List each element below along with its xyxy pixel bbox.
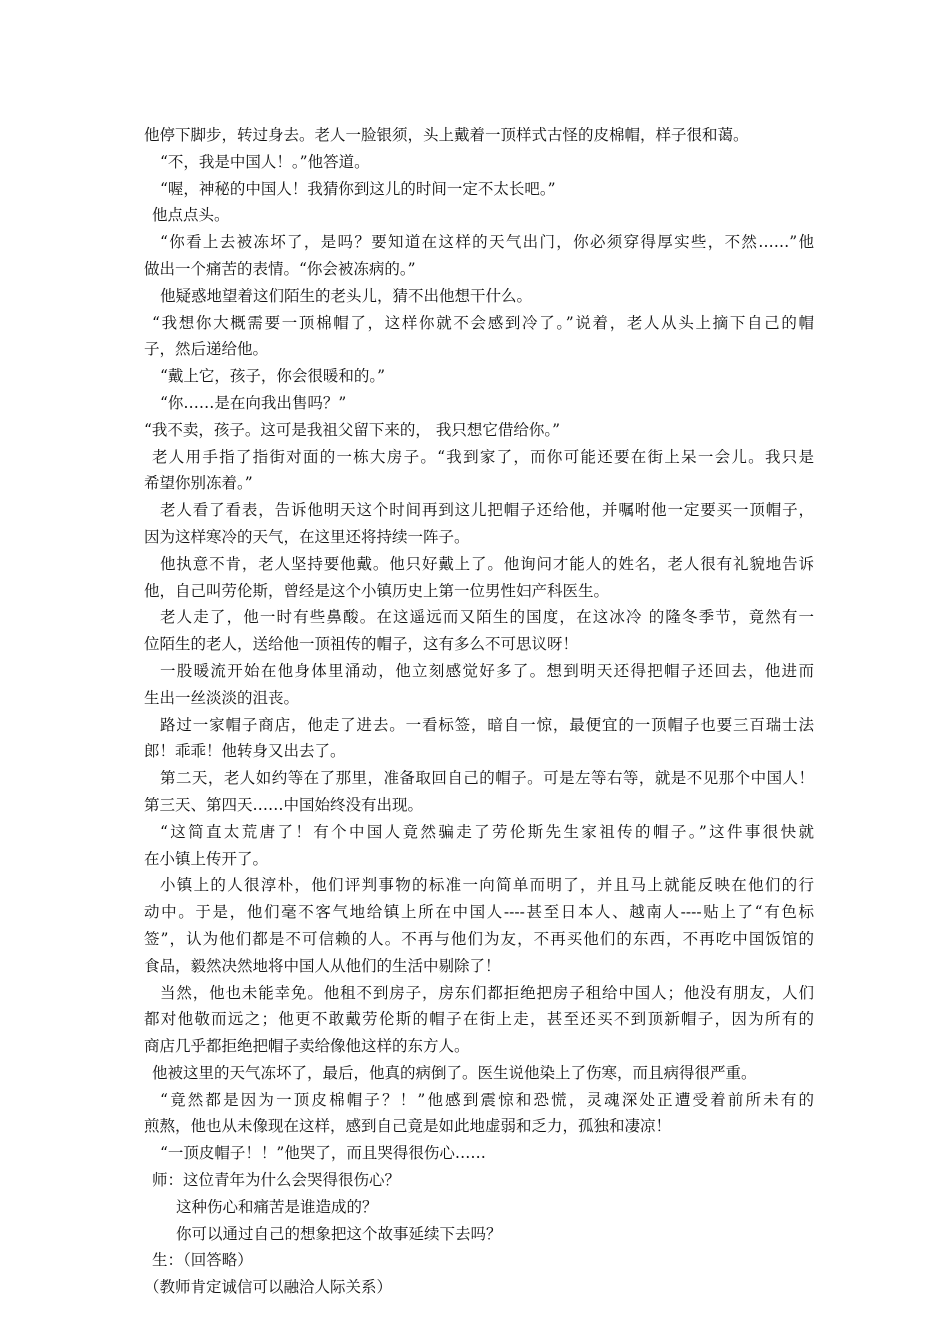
text-line: 老人走了，他一时有些鼻酸。在这遥远而又陌生的国度，在这冰冷 的隆冬季节，竟然有一 bbox=[160, 608, 814, 627]
text-line: “你看上去被冻坏了，是吗？要知道在这样的天气出门，你必须穿得厚实些，不然……”他 bbox=[160, 233, 814, 252]
document-body bbox=[144, 122, 814, 1301]
text-line: 他，自己叫劳伦斯，曾经是这个小镇历史上第一位男性妇产科医生。 bbox=[144, 581, 610, 600]
text-line: 签”，认为他们都是不可信赖的人。不再与他们为友，不再买他们的东西，不再吃中国饭馆的 bbox=[144, 929, 814, 948]
text-line: 他点点头。 bbox=[152, 206, 230, 225]
text-line: “我不卖，孩子。这可是我祖父留下来的， 我只想它借给你。” bbox=[144, 420, 561, 439]
text-line: 老人看了看表，告诉他明天这个时间再到这儿把帽子还给他，并嘱咐他一定要买一顶帽子， bbox=[160, 501, 814, 520]
text-line: （教师肯定诚信可以融洽人际关系） bbox=[144, 1278, 393, 1297]
text-line: 郎！乖乖！他转身又出去了。 bbox=[144, 742, 346, 761]
text-line: 煎熬，他也从未像现在这样，感到自己竟是如此地虚弱和乏力，孤独和凄凉！ bbox=[144, 1117, 672, 1136]
text-line: 老人用手指了指街对面的一栋大房子。“我到家了，而你可能还要在街上呆一会儿。我只是 bbox=[152, 447, 814, 466]
text-line: 他停下脚步，转过身去。老人一脸银须，头上戴着一顶样式古怪的皮棉帽，样子很和蔼。 bbox=[144, 126, 749, 144]
text-line: 因为这样寒冷的天气，在这里还将持续一阵子。 bbox=[144, 527, 470, 546]
text-line: 你可以通过自己的想象把这个故事延续下去吗？ bbox=[176, 1224, 502, 1243]
text-line: “竟然都是因为一顶皮棉帽子？！”他感到震惊和恐慌，灵魂深处正遭受着前所未有的 bbox=[160, 1090, 814, 1109]
text-line: 子，然后递给他。 bbox=[144, 340, 269, 359]
text-line: 生：（回答略） bbox=[152, 1251, 253, 1270]
text-line: 在小镇上传开了。 bbox=[144, 849, 269, 868]
text-line: 都对他敬而远之；他更不敢戴劳伦斯的帽子在街上走，甚至还买不到顶新帽子，因为所有的 bbox=[144, 1010, 814, 1029]
text-line: 他执意不肯，老人坚持要他戴。他只好戴上了。他询问才能人的姓名，老人很有礼貌地告诉 bbox=[160, 554, 814, 573]
text-line: 他疑惑地望着这们陌生的老头儿，猜不出他想干什么。 bbox=[160, 286, 533, 305]
text-line: “我想你大概需要一顶棉帽了，这样你就不会感到冷了。”说着，老人从头上摘下自己的帽 bbox=[152, 313, 814, 332]
text-line: “喔，神秘的中国人！我猜你到这儿的时间一定不太长吧。” bbox=[160, 179, 556, 198]
text-line: 第三天、第四天……中国始终没有出现。 bbox=[144, 795, 424, 814]
text-line: 商店几乎都拒绝把帽子卖给像他这样的东方人。 bbox=[144, 1037, 470, 1056]
text-line: 第二天，老人如约等在了那里，准备取回自己的帽子。可是左等右等，就是不见那个中国人！ bbox=[160, 769, 814, 788]
text-line: “这简直太荒唐了！有个中国人竟然骗走了劳伦斯先生家祖传的帽子。”这件事很快就 bbox=[160, 822, 814, 841]
text-line: 希望你别冻着。” bbox=[144, 474, 253, 493]
text-line: “不，我是中国人！。”他答道。 bbox=[160, 152, 370, 171]
text-line: 一股暖流开始在他身体里涌动，他立刻感觉好多了。想到明天还得把帽子还回去，他进而 bbox=[160, 661, 814, 680]
text-line: “一顶皮帽子！！”他哭了，而且哭得很伤心…… bbox=[160, 1144, 486, 1163]
text-line: 做出一个痛苦的表情。“你会被冻病的。” bbox=[144, 259, 416, 278]
text-line: 这种伤心和痛苦是谁造成的？ bbox=[176, 1197, 378, 1216]
text-line: 师：这位青年为什么会哭得很伤心？ bbox=[152, 1171, 401, 1190]
text-line: 小镇上的人很淳朴，他们评判事物的标准一向简单而明了，并且马上就能反映在他们的行 bbox=[160, 876, 814, 895]
text-line: “你……是在向我出售吗？” bbox=[160, 393, 347, 412]
text-line: 位陌生的老人，送给他一顶祖传的帽子，这有多么不可思议呀！ bbox=[144, 635, 579, 654]
text-line: 动中。于是，他们毫不客气地给镇上所在中国人----甚至日本人、越南人----贴上了“有色标 bbox=[144, 903, 814, 922]
text-line: 生出一丝淡淡的沮丧。 bbox=[144, 688, 300, 707]
text-line: 路过一家帽子商店，他走了进去。一看标签，暗自一惊，最便宜的一顶帽子也要三百瑞士法 bbox=[160, 715, 814, 734]
text-line: “戴上它，孩子，你会很暖和的。” bbox=[160, 367, 386, 386]
text-line: 当然，他也未能幸免。他租不到房子，房东们都拒绝把房子租给中国人；他没有朋友，人们 bbox=[160, 983, 814, 1002]
text-line: 食品，毅然决然地将中国人从他们的生活中剔除了！ bbox=[144, 956, 501, 975]
text-line: 他被这里的天气冻坏了，最后，他真的病倒了。医生说他染上了伤寒，而且病得很严重。 bbox=[152, 1063, 757, 1082]
